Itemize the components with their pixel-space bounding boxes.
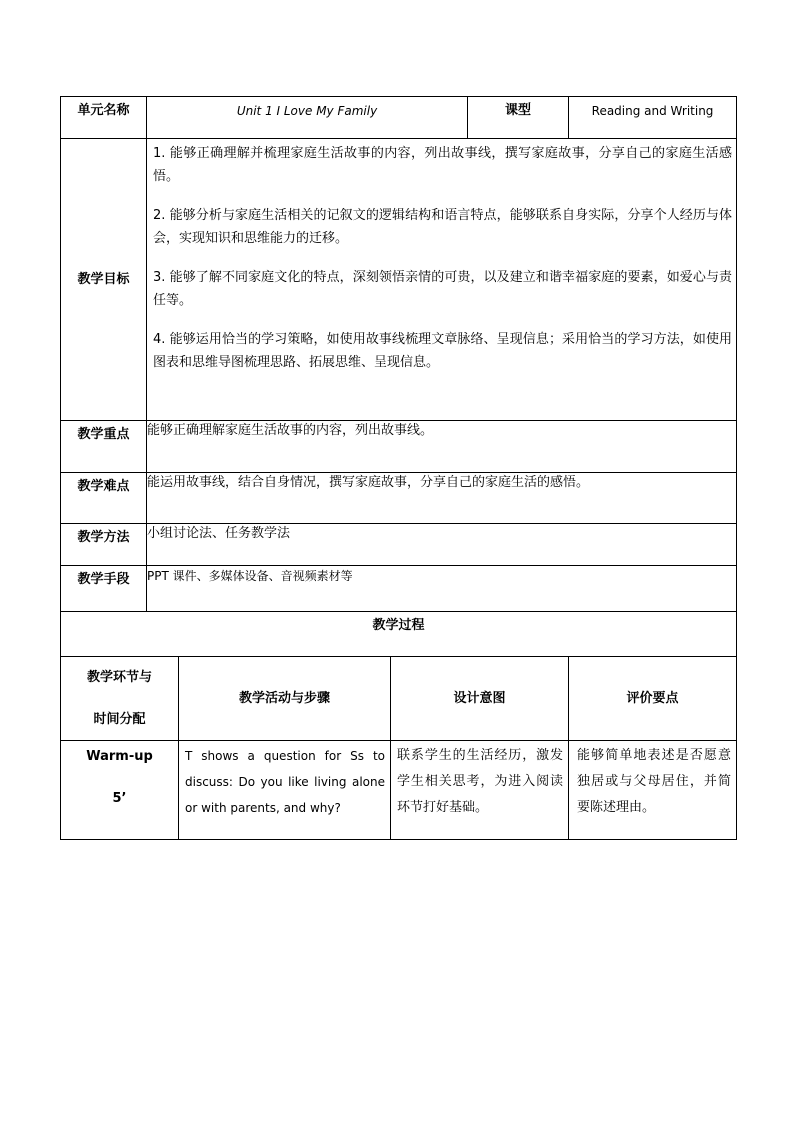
- evaluation-header: 评价要点: [569, 657, 737, 741]
- key-points-row: [61, 421, 737, 473]
- unit-label: 单元名称: [61, 97, 147, 139]
- means-value: PPT 课件、多媒体设备、音视频素材等: [147, 566, 737, 612]
- difficulties-label: 教学难点: [61, 473, 147, 524]
- key-points-label: 教学重点: [61, 421, 147, 473]
- means-row: [61, 566, 737, 612]
- objective-item: 2. 能够分析与家庭生活相关的记叙文的逻辑结构和语言特点，能够联系自身实际，分享个人经历与体会，实现知识和思维能力的迁移。: [153, 208, 733, 246]
- objectives-list: [147, 139, 737, 421]
- lesson-type-value: Reading and Writing: [569, 97, 737, 139]
- process-header-row: [61, 657, 737, 741]
- stage-cell: [61, 741, 179, 840]
- methods-label: 教学方法: [61, 524, 147, 566]
- intent-cell: 联系学生的生活经历，激发学生相关思考，为进入阅读环节打好基础。: [391, 741, 569, 840]
- objective-item: 3. 能够了解不同家庭文化的特点，深刻领悟亲情的可贵，以及建立和谐幸福家庭的要素，如爱心与责任等。: [153, 270, 733, 308]
- difficulties-row: [61, 473, 737, 524]
- unit-value: Unit 1 I Love My Family: [147, 97, 468, 139]
- activity-cell: T shows a question for Ss to discuss: Do you like living alone or with parents, and why?: [179, 741, 391, 840]
- stage-header-line2: 时间分配: [93, 711, 146, 727]
- objectives-label: 教学目标: [61, 139, 147, 421]
- table-row: [61, 741, 737, 840]
- stage-time: 5’: [112, 791, 127, 806]
- key-points-value: 能够正确理解家庭生活故事的内容，列出故事线。: [147, 421, 737, 473]
- activity-header: 教学活动与步骤: [179, 657, 391, 741]
- process-title-row: [61, 612, 737, 657]
- unit-row: [61, 97, 737, 139]
- objectives-row: [61, 139, 737, 421]
- methods-row: [61, 524, 737, 566]
- stage-header-line1: 教学环节与: [86, 669, 152, 685]
- intent-header: 设计意图: [391, 657, 569, 741]
- methods-value: 小组讨论法、任务教学法: [147, 524, 737, 566]
- objective-item: 1. 能够正确理解并梳理家庭生活故事的内容，列出故事线，撰写家庭故事，分享自己的家庭生活感悟。: [153, 146, 733, 184]
- stage-name: Warm-up: [86, 749, 153, 764]
- means-label: 教学手段: [61, 566, 147, 612]
- stage-header: [61, 657, 179, 741]
- process-title: 教学过程: [61, 612, 737, 657]
- evaluation-cell: 能够简单地表述是否愿意独居或与父母居住，并简要陈述理由。: [569, 741, 737, 840]
- difficulties-value: 能运用故事线，结合自身情况，撰写家庭故事，分享自己的家庭生活的感悟。: [147, 473, 737, 524]
- objective-item: 4. 能够运用恰当的学习策略，如使用故事线梳理文章脉络、呈现信息；采用恰当的学习方法，如使用图表和思维导图梳理思路、拓展思维、呈现信息。: [153, 332, 733, 370]
- lesson-type-label: 课型: [468, 97, 569, 139]
- lesson-plan-table: [60, 96, 737, 840]
